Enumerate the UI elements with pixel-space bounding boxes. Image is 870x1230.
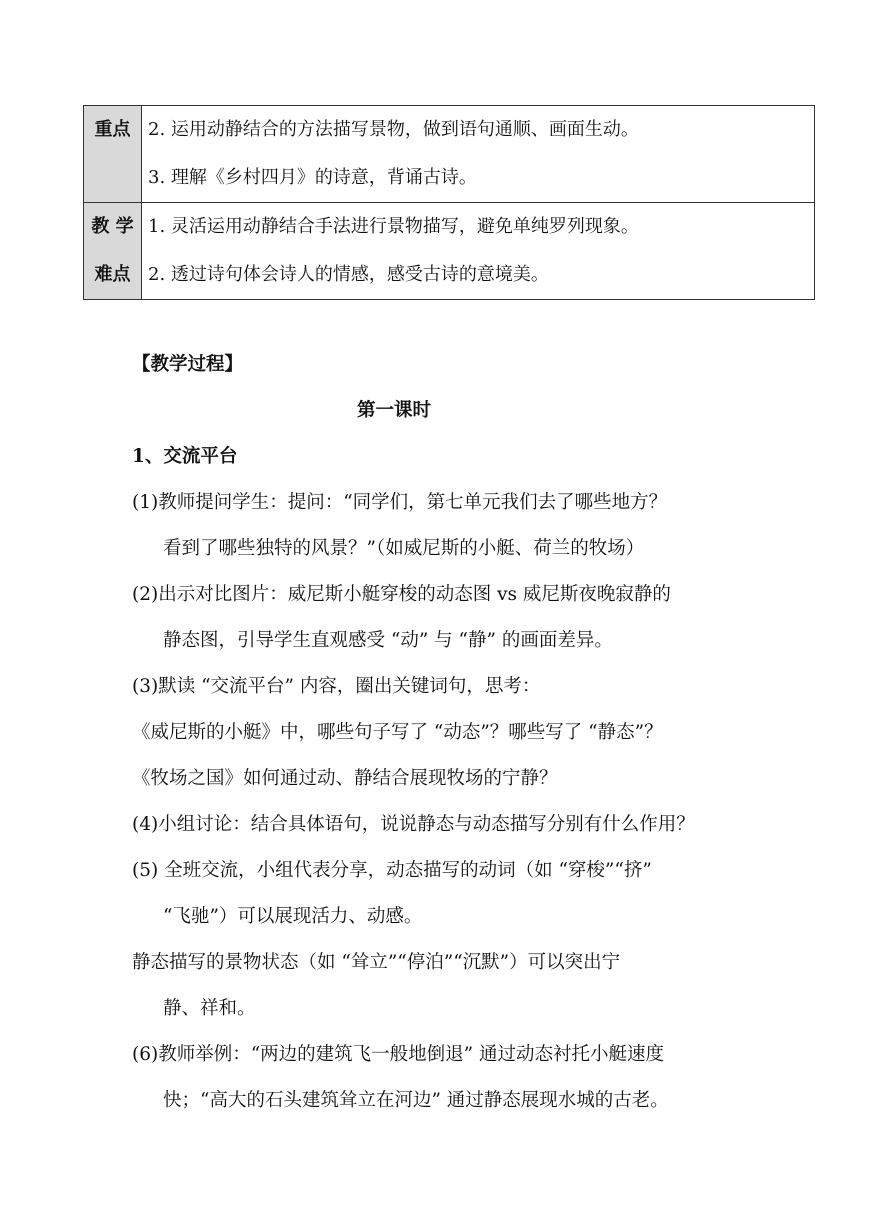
body-line: “飞驰”）可以展现活力、动感。 xyxy=(163,906,423,927)
body-line: (4)小组讨论：结合具体语句，说说静态与动态描写分别有什么作用？ xyxy=(132,814,695,835)
body-line: (6)教师举例：“两边的建筑飞一般地倒退” 通过动态衬托小艇速度 xyxy=(132,1044,665,1065)
table-line: 3. 理解《乡村四月》的诗意，背诵古诗。 xyxy=(148,167,477,188)
body-line: (5) 全班交流，小组代表分享，动态描写的动词（如 “穿梭”“挤” xyxy=(132,860,652,881)
body-line: 静、祥和。 xyxy=(163,998,256,1019)
row-header-text: 教 学 xyxy=(91,216,134,237)
table-line: 2. 运用动静结合的方法描写景物，做到语句通顺、画面生动。 xyxy=(148,119,639,140)
row-content xyxy=(142,203,815,300)
body-line: 静态图，引导学生直观感受 “动” 与 “静” 的画面差异。 xyxy=(163,630,613,651)
lesson-title: 第一课时 xyxy=(357,400,432,421)
row-content xyxy=(142,106,815,203)
body-line: 《牧场之国》如何通过动、静结合展现牧场的宁静？ xyxy=(132,768,558,789)
row-header-key-points xyxy=(84,106,142,203)
row-header-text: 重点 xyxy=(94,119,131,140)
body-line: (2)出示对比图片：威尼斯小艇穿梭的动态图 vs 威尼斯夜晚寂静的 xyxy=(132,584,671,605)
body-line: 静态描写的景物状态（如 “耸立”“停泊”“沉默”）可以突出宁 xyxy=(132,952,621,973)
row-header-text: 难点 xyxy=(94,264,131,285)
body-line: 《威尼斯的小艇》中，哪些句子写了 “动态”？哪些写了 “静态”？ xyxy=(132,722,663,743)
objectives-table xyxy=(83,105,815,300)
body-line: (1)教师提问学生：提问：“同学们，第七单元我们去了哪些地方？ xyxy=(132,492,668,513)
section-heading: 1、交流平台 xyxy=(132,446,238,467)
row-header-difficulties xyxy=(84,203,142,300)
table-line: 2. 透过诗句体会诗人的情感，感受古诗的意境美。 xyxy=(148,264,549,285)
body-line: (3)默读 “交流平台” 内容，圈出关键词句，思考： xyxy=(132,676,541,697)
table-line: 1. 灵活运用动静结合手法进行景物描写，避免单纯罗列现象。 xyxy=(148,216,639,237)
table-row xyxy=(84,106,815,203)
body-line: 看到了哪些独特的风景？”（如威尼斯的小艇、荷兰的牧场） xyxy=(163,538,645,559)
body-line: 快；“高大的石头建筑耸立在河边” 通过静态展现水城的古老。 xyxy=(163,1090,669,1111)
process-heading: 【教学过程】 xyxy=(132,354,244,375)
table-row xyxy=(84,203,815,300)
